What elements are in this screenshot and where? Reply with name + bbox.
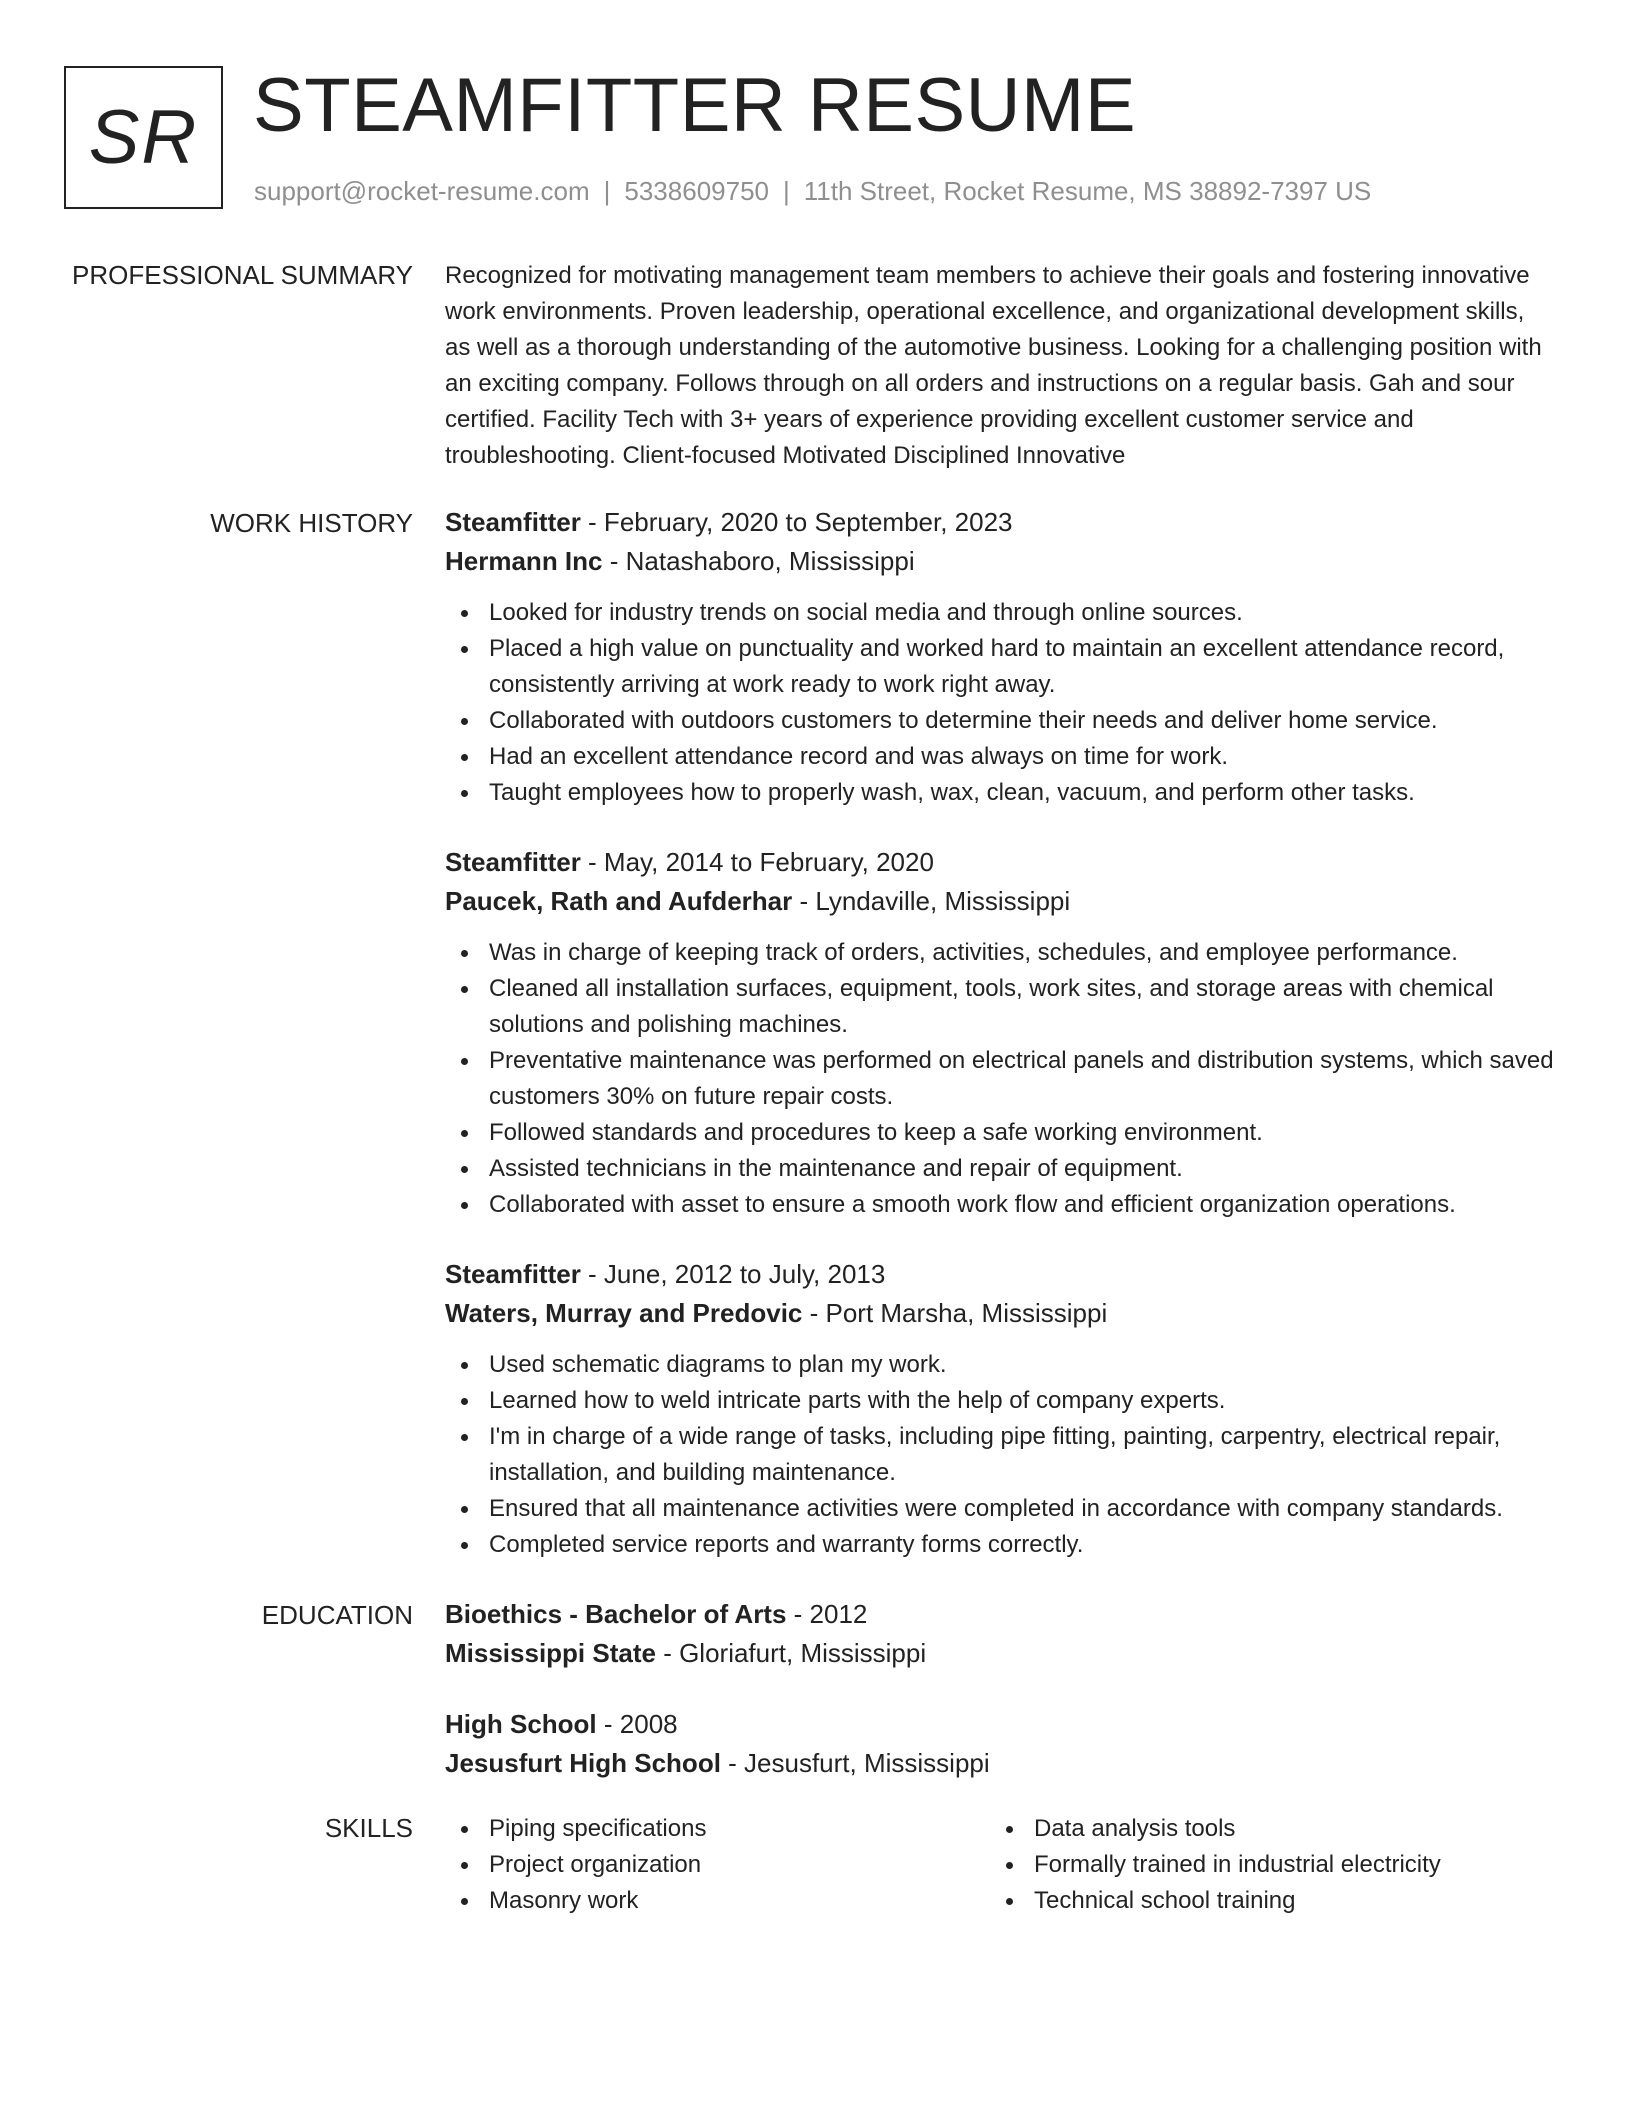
education-location: - Jesusfurt, Mississippi xyxy=(720,1748,990,1778)
job-location: - Lyndaville, Mississippi xyxy=(792,886,1071,916)
list-item: Placed a high value on punctuality and worked hard to maintain an excellent attendance record, consistently arriving at work ready to work right away. xyxy=(445,631,1560,703)
job-company-line xyxy=(445,542,1560,581)
job-title: Steamfitter xyxy=(445,1259,581,1289)
job-bullets xyxy=(445,935,1560,1223)
job-title-line xyxy=(445,843,1560,882)
job-title-line xyxy=(445,1255,1560,1294)
skill-item: Data analysis tools xyxy=(990,1811,1550,1847)
job-dates: - February, 2020 to September, 2023 xyxy=(580,507,1013,537)
section-label-skills: SKILLS xyxy=(324,1813,413,1843)
contact-line xyxy=(254,174,1371,208)
contact-address: 11th Street, Rocket Resume, MS 38892-7397 US xyxy=(803,176,1372,206)
job-company: Paucek, Rath and Aufderhar xyxy=(445,886,793,916)
job-entry xyxy=(445,843,1560,1223)
job-company: Hermann Inc xyxy=(445,546,603,576)
summary-text: Recognized for motivating management team members to achieve their goals and fostering innovative work environments. Proven leadership, operational excellence, and organizational development skills, as well as a thorough understanding of the automotive business. Looking for a challenging position with an exciting company. Follows through on all orders and instructions on a regular basis. Gah and sour certified. Facility Tech with 3+ years of experience providing excellent customer service and troubleshooting. Client-focused Motivated Disciplined Innovative xyxy=(445,262,1542,469)
list-item: Followed standards and procedures to keep a safe working environment. xyxy=(445,1115,1560,1151)
skill-item: Piping specifications xyxy=(445,1811,965,1847)
list-item: Completed service reports and warranty forms correctly. xyxy=(445,1527,1560,1563)
contact-phone: 5338609750 xyxy=(624,176,769,206)
education-degree: High School xyxy=(445,1709,597,1739)
education-entry xyxy=(445,1705,1560,1783)
list-item: I'm in charge of a wide range of tasks, including pipe fitting, painting, carpentry, electrical repair, installation, and building maintenance. xyxy=(445,1419,1560,1491)
contact-separator: | xyxy=(783,176,790,206)
monogram-logo: SR xyxy=(64,66,223,209)
job-location: - Natashaboro, Mississippi xyxy=(602,546,915,576)
list-item: Taught employees how to properly wash, wax, clean, vacuum, and perform other tasks. xyxy=(445,775,1560,811)
skills-list-right xyxy=(990,1811,1550,1919)
resume-header xyxy=(64,63,1564,212)
education-degree: Bioethics - Bachelor of Arts xyxy=(445,1599,787,1629)
job-title: Steamfitter xyxy=(445,507,581,537)
job-dates: - May, 2014 to February, 2020 xyxy=(580,847,934,877)
job-company: Waters, Murray and Predovic xyxy=(445,1298,803,1328)
list-item: Cleaned all installation surfaces, equipment, tools, work sites, and storage areas with chemical solutions and polishing machines. xyxy=(445,971,1560,1043)
job-location: - Port Marsha, Mississippi xyxy=(802,1298,1108,1328)
section-label-summary: PROFESSIONAL SUMMARY xyxy=(72,260,413,290)
education-school: Jesusfurt High School xyxy=(445,1748,721,1778)
education-school-line xyxy=(445,1634,1560,1673)
section-label-work-history: WORK HISTORY xyxy=(210,508,413,538)
job-dates: - June, 2012 to July, 2013 xyxy=(580,1259,886,1289)
list-item: Assisted technicians in the maintenance and repair of equipment. xyxy=(445,1151,1560,1187)
education-school: Mississippi State xyxy=(445,1638,656,1668)
job-entry xyxy=(445,503,1560,811)
list-item: Was in charge of keeping track of orders, activities, schedules, and employee performance. xyxy=(445,935,1560,971)
contact-email: support@rocket-resume.com xyxy=(254,176,590,206)
job-company-line xyxy=(445,1294,1560,1333)
section-label-education: EDUCATION xyxy=(261,1600,413,1630)
job-entry xyxy=(445,1255,1560,1563)
education-degree-line xyxy=(445,1595,1560,1634)
skill-item: Technical school training xyxy=(990,1883,1550,1919)
skill-item: Formally trained in industrial electricity xyxy=(990,1847,1550,1883)
education-degree-line xyxy=(445,1705,1560,1744)
contact-separator: | xyxy=(603,176,611,206)
skill-item: Masonry work xyxy=(445,1883,965,1919)
list-item: Had an excellent attendance record and was always on time for work. xyxy=(445,739,1560,775)
education-location: - Gloriafurt, Mississippi xyxy=(655,1638,927,1668)
education-school-line xyxy=(445,1744,1560,1783)
job-title: Steamfitter xyxy=(445,847,581,877)
list-item: Learned how to weld intricate parts with the help of company experts. xyxy=(445,1383,1560,1419)
education-year: - 2012 xyxy=(786,1599,868,1629)
list-item: Used schematic diagrams to plan my work. xyxy=(445,1347,1560,1383)
job-company-line xyxy=(445,882,1560,921)
list-item: Ensured that all maintenance activities were completed in accordance with company standards. xyxy=(445,1491,1560,1527)
list-item: Preventative maintenance was performed on electrical panels and distribution systems, which saved customers 30% on future repair costs. xyxy=(445,1043,1560,1115)
list-item: Collaborated with asset to ensure a smooth work flow and efficient organization operations. xyxy=(445,1187,1560,1223)
education-year: - 2008 xyxy=(596,1709,678,1739)
skills-list-left xyxy=(445,1811,965,1919)
job-bullets xyxy=(445,595,1560,811)
education-entry xyxy=(445,1595,1560,1673)
list-item: Looked for industry trends on social media and through online sources. xyxy=(445,595,1560,631)
skill-item: Project organization xyxy=(445,1847,965,1883)
list-item: Collaborated with outdoors customers to determine their needs and deliver home service. xyxy=(445,703,1560,739)
job-bullets xyxy=(445,1347,1560,1563)
page-title: STEAMFITTER RESUME xyxy=(253,63,1137,148)
job-title-line xyxy=(445,503,1560,542)
